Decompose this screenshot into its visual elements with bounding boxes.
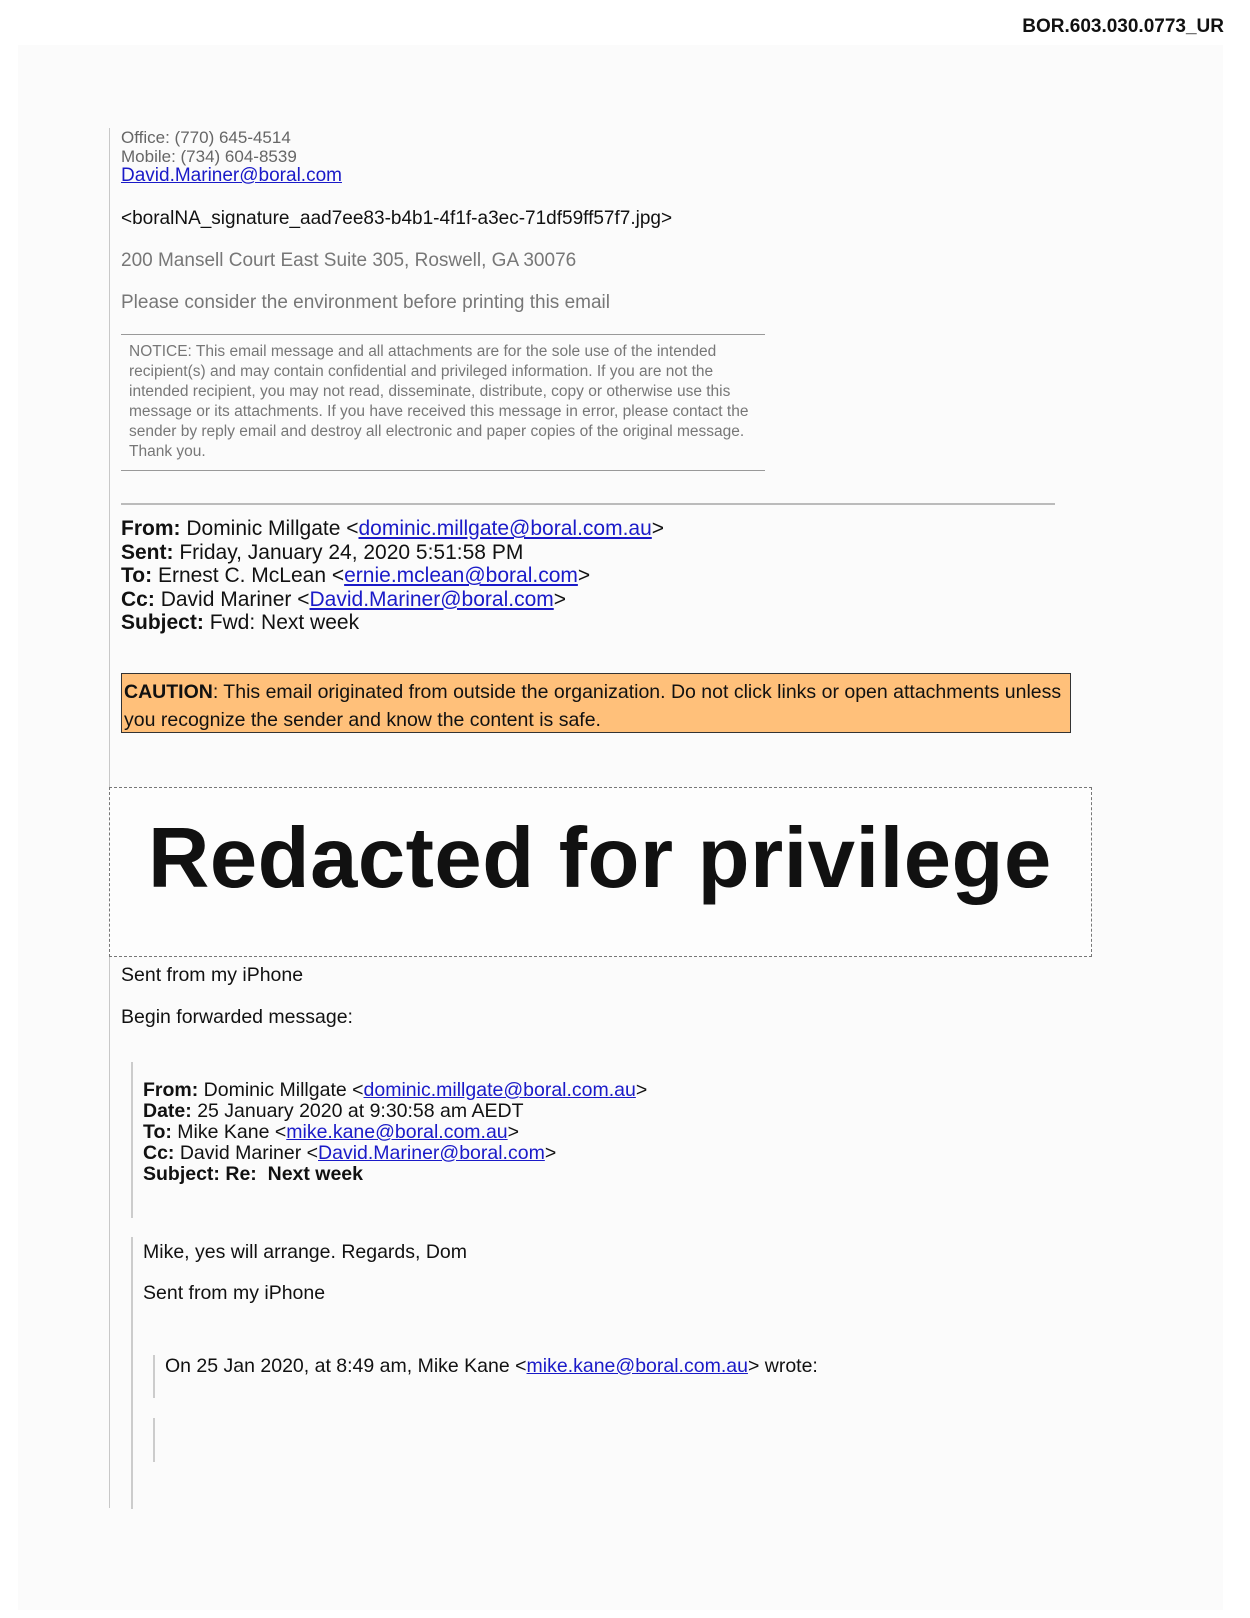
fwd-to-email-link[interactable]: mike.kane@boral.com.au — [286, 1121, 508, 1143]
caution-text: : This email originated from outside the organization. Do not click links or open attachments unless you recognize the sender and know the content is safe. — [124, 681, 1062, 731]
quote-border-inner-2 — [153, 1418, 155, 1462]
subject-label: Subject: — [121, 611, 204, 634]
subject-value: Fwd: Next week — [209, 611, 360, 634]
signature-office: Office: (770) 645-4514 — [121, 128, 291, 147]
quote-intro-suffix: > wrote: — [747, 1355, 818, 1377]
fwd-from-row: From: Dominic Millgate <dominic.millgate@boral.com.au> — [143, 1079, 648, 1101]
sent-label: Sent: — [121, 540, 174, 564]
to-email-link[interactable]: ernie.mclean@boral.com — [344, 564, 578, 587]
fwd-to-row: To: Mike Kane <mike.kane@boral.com.au> — [143, 1121, 520, 1143]
fwd-date-value: 25 January 2020 at 9:30:58 am AEDT — [197, 1100, 524, 1122]
fwd-to-name: Mike Kane — [177, 1121, 270, 1143]
sent-value: Friday, January 24, 2020 5:51:58 PM — [179, 540, 524, 564]
signature-email-link[interactable]: David.Mariner@boral.com — [121, 165, 342, 186]
to-name: Ernest C. McLean — [157, 564, 327, 587]
fwd-from-label: From: — [143, 1079, 199, 1101]
cc-email-link[interactable]: David.Mariner@boral.com — [309, 587, 554, 611]
signature-address: 200 Mansell Court East Suite 305, Roswell, GA 30076 — [121, 250, 577, 271]
redaction-box — [109, 787, 1092, 957]
forwarded-header — [143, 1080, 647, 1185]
from-email-link[interactable]: dominic.millgate@boral.com.au — [358, 517, 652, 540]
quote-border-reply — [131, 1237, 133, 1509]
cc-name: David Mariner — [160, 587, 292, 611]
to-label: To: — [121, 564, 153, 587]
caution-label: CAUTION — [124, 681, 213, 703]
signature-image-placeholder: <boralNA_signature_aad7ee83-b4b1-4f1f-a3ec-71df59ff57f7.jpg> — [121, 208, 673, 229]
from-name: Dominic Millgate — [186, 517, 341, 540]
fwd-cc-label: Cc: — [143, 1142, 175, 1164]
quote-intro-email-link[interactable]: mike.kane@boral.com.au — [526, 1355, 748, 1377]
fwd-cc-email-link[interactable]: David.Mariner@boral.com — [318, 1142, 545, 1164]
redaction-label: Redacted for privilege — [148, 811, 1052, 906]
quote-intro-prefix: On 25 Jan 2020, at 8:49 am, Mike Kane < — [165, 1355, 527, 1377]
confidentiality-notice — [121, 334, 765, 471]
cc-label: Cc: — [121, 587, 155, 611]
sent-from-iphone-2: Sent from my iPhone — [143, 1282, 326, 1304]
message-separator — [121, 503, 1055, 505]
from-label: From: — [121, 517, 181, 540]
fwd-to-label: To: — [143, 1121, 172, 1143]
header-from-row: From: Dominic Millgate <dominic.millgate@boral.com.au> — [121, 517, 665, 540]
bates-number: BOR.603.030.0773_UR — [1022, 16, 1224, 37]
fwd-cc-name: David Mariner — [179, 1142, 302, 1164]
caution-banner — [121, 673, 1071, 733]
fwd-subject-value: Re: Next week — [225, 1163, 364, 1185]
fwd-subject-row — [143, 1164, 647, 1185]
begin-forwarded-message: Begin forwarded message: — [121, 1006, 353, 1028]
notice-text: NOTICE: This email message and all attachments are for the sole use of the intended recipient(s) and may contain confidential and privileged information. If you are not the intended recipient, you may not read, disseminate, distribute, copy or otherwise use this message or its attachments. If you have received this message in error, please contact the sender by reply email and destroy all electronic and paper copies of the original message. Thank you. — [129, 343, 749, 460]
sent-from-iphone-1: Sent from my iPhone — [121, 964, 304, 986]
fwd-cc-row: Cc: David Mariner <David.Mariner@boral.com> — [143, 1142, 557, 1164]
header-to-row: To: Ernest C. McLean <ernie.mclean@boral.com> — [121, 564, 591, 587]
signature-environment-note: Please consider the environment before printing this email — [121, 292, 610, 313]
reply-body: Mike, yes will arrange. Regards, Dom — [143, 1241, 468, 1263]
header-cc-row: Cc: David Mariner <David.Mariner@boral.com> — [121, 587, 567, 611]
fwd-subject-label: Subject: — [143, 1163, 220, 1185]
signature-phone-lines — [121, 128, 297, 166]
signature-mobile: Mobile: (734) 604-8539 — [121, 147, 297, 166]
fwd-date-label: Date: — [143, 1100, 192, 1122]
fwd-from-email-link[interactable]: dominic.millgate@boral.com.au — [363, 1079, 636, 1101]
email-header — [121, 517, 664, 635]
quote-border-inner — [153, 1355, 155, 1398]
fwd-date-row — [143, 1101, 647, 1122]
fwd-from-name: Dominic Millgate — [203, 1079, 347, 1101]
quote-border-forwarded-header — [131, 1062, 133, 1218]
header-sent-row — [121, 541, 664, 565]
header-subject-row — [121, 611, 664, 635]
quote-intro — [165, 1355, 818, 1378]
